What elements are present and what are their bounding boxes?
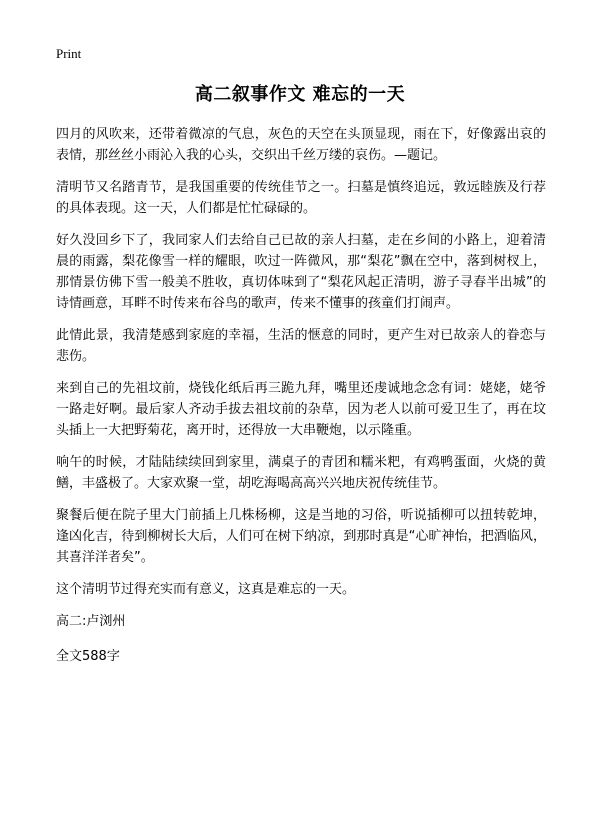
paragraph-willow-custom: 聚餐后便在院子里大门前插上几株杨柳，这是当地的习俗，听说插柳可以扭转乾坤，逢凶化吉，待到柳树长大后，人们可在树下纳凉，到那时真是“心旷神怡，把酒临风，其喜洋洋者矣”。 — [56, 508, 546, 565]
paragraph-feast: 响午的时候，才陆陆续续回到家里，满桌子的青团和糯米粑，有鸡鸭蛋面，火烧的黄鳝，丰盛极了。大家欢聚一堂，胡吃海喝高高兴兴地庆祝传统佳节。 — [56, 455, 546, 491]
paragraph-feelings: 此情此景，我清楚感到家庭的幸福，生活的惬意的同时，更产生对已故亲人的眷恋与悲伤。 — [56, 328, 546, 364]
word-count: 全文588字 — [56, 649, 120, 664]
article-body — [56, 124, 546, 681]
paragraph-intro: 清明节又名踏青节，是我国重要的传统佳节之一。扫墓是慎终追远，敦远睦族及行荐的具体表现。这一天，人们都是忙忙碌碌的。 — [56, 180, 546, 216]
print-link[interactable]: Print — [56, 46, 82, 61]
paragraph-countryside: 好久没回乡下了，我同家人们去给自己已故的亲人扫墓，走在乡间的小路上，迎着清晨的雨露，梨花像雪一样的耀眼，吹过一阵微风，那“梨花”飘在空中，落到树杈上，那情景仿佛下雪一般美不胜收，真切体味到了“梨花风起正清明，游子寻春半出城”的诗情画意，耳畔不时传来布谷鸟的歌声，传来不懂事的孩童们打闹声。 — [56, 233, 546, 311]
paragraph-conclusion: 这个清明节过得充实而有意义，这真是难忘的一天。 — [56, 582, 356, 597]
article-title: 高二叙事作文 难忘的一天 — [194, 84, 406, 105]
paragraph-tomb-sweeping: 来到自己的先祖坟前，烧钱化纸后再三跪九拜，嘴里还虔诚地念念有词：姥姥，姥爷一路走好啊。最后家人齐动手拔去祖坟前的杂草，因为老人以前可爱卫生了，再在坟头插上一大把野菊花，离开时，还得放一大串鞭炮，以示隆重。 — [56, 381, 546, 438]
author-line: 高二:卢浏州 — [56, 614, 126, 629]
paragraph-epigraph: 四月的风吹来，还带着微凉的气息，灰色的天空在头顶显现，雨在下，好像露出哀的表情，那丝丝小雨沁入我的心头，交织出千丝万缕的哀伤。—题记。 — [56, 127, 546, 163]
